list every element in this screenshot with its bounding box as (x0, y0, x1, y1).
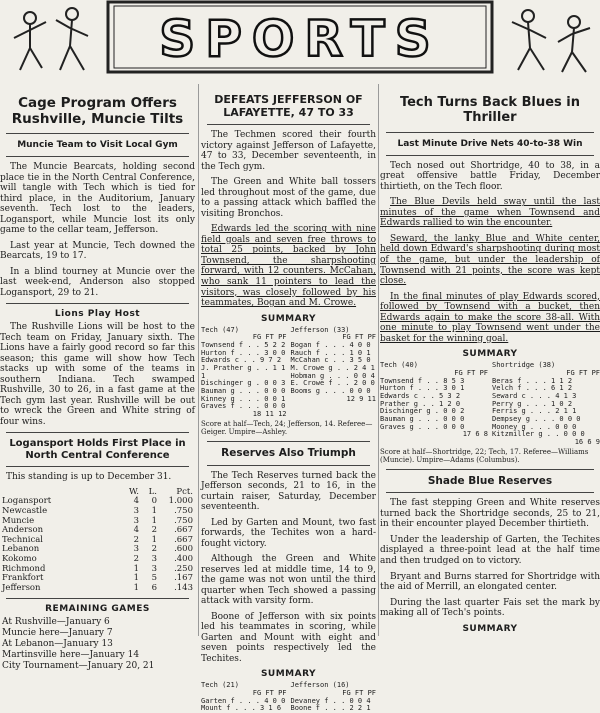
player-row: Graves g . . . 0 0 0 (380, 422, 465, 431)
standing-pct: .400 (174, 554, 193, 565)
game-item: City Tournament—January 20, 21 (2, 660, 155, 671)
paragraph: In a blind tourney at Muncie over the last week-end, Anderson also stopped Logansport, 29 to 21. (0, 266, 195, 298)
box-total: 12 9 11 (346, 394, 376, 403)
box-cols: FG FT PF (342, 333, 376, 342)
team-name: Tech (40) (380, 361, 418, 370)
box-score-reserves (201, 682, 376, 713)
standing-losses: 0 (151, 496, 157, 507)
paragraph: Led by Garten and Mount, two fast forwards, the Techites won a hard-fought victory. (201, 517, 376, 549)
paragraph: In the final minutes of play Edwards scored, followed by Townsend with a bucket, then Edwards again to make the score 38-all. With one minute to play Townsend went under the basket for the winning goal. (380, 291, 600, 344)
box-right (492, 362, 600, 447)
divider (6, 156, 189, 157)
banner-title: SPORTS (159, 10, 441, 68)
box-rows (291, 698, 377, 713)
box-rows (291, 342, 377, 396)
sports-banner (0, 0, 600, 80)
box-left (201, 327, 287, 419)
player-row: Velch f . . . 6 1 2 (492, 384, 573, 393)
box-left (201, 682, 287, 713)
player-row: Booms g . . . 0 0 0 (290, 387, 371, 396)
divider (6, 598, 189, 599)
standing-team: Logansport (2, 496, 52, 507)
box-total: 17 6 8 (462, 430, 488, 439)
summary-head: SUMMARY (260, 669, 317, 680)
player-row: Mount f . . . 3 1 6 (201, 704, 282, 713)
paragraph: The fast stepping Green and White reserves turned back the Shortridge seconds, 25 to 21, in their encounter played December thirtieth. (380, 498, 600, 530)
player-row: Kinney g . . . 0 0 1 (201, 394, 286, 403)
player-row: Dempsey g . . . 0 0 0 (492, 414, 581, 423)
player-row: Hurton f . . . 3 0 0 (201, 348, 286, 357)
column-left (0, 82, 195, 671)
paragraph: Boone of Jefferson with six points led his teammates in scoring, while Garten and Mount with eight and seven points respectively led the Techites. (201, 611, 376, 664)
paragraph: Bryant and Burns starred for Shortridge with the aid of Merrill, an elongated center. (380, 571, 600, 593)
box-total: 16 6 9 (574, 438, 600, 446)
standing-team: Anderson (2, 525, 44, 536)
player-row: Seward c . . . 4 1 3 (492, 391, 577, 400)
divider (386, 469, 594, 470)
game-item: At Lebanon—January 13 (2, 639, 113, 650)
reserves-head: Reserves Also Triumph (221, 447, 356, 460)
standing-team: Lebanon (2, 544, 40, 555)
box-cols: FG FT PF (342, 688, 376, 697)
standing-pct: .667 (174, 534, 193, 545)
standing-losses: 1 (151, 506, 157, 517)
player-row: Mooney g . . . 0 0 0 (492, 422, 577, 431)
player-row: Boone f . . . 2 2 1 (290, 704, 371, 713)
player-row: Bauman g . . . 0 0 0 (380, 414, 465, 423)
player-row: Graves f . . . 0 0 0 (201, 402, 286, 411)
team-name: Shortridge (38) (492, 361, 556, 370)
column-rule (378, 84, 379, 636)
player-row: Rauch f . . . 1 0 1 (290, 348, 371, 357)
box-total: 18 11 12 (252, 410, 287, 419)
standing-wins: 1 (133, 563, 139, 574)
player-row: Prather g . . 1 2 0 (380, 399, 461, 408)
box-right (291, 327, 377, 419)
paragraph: During the last quarter Fais set the mark by making all of Tech's points. (380, 597, 600, 619)
box-cols: FG FT PF (252, 688, 287, 697)
box-cols: FG FT PF (454, 368, 488, 377)
divider (207, 465, 370, 466)
player-row: E. Crowe f . . 2 0 0 (290, 379, 375, 388)
box-right (291, 682, 377, 713)
paragraph: Although the Green and White reserves led at middle time, 14 to 9, the game was not won until the third quarter when Tech showed a passing attack with varsity form. (201, 554, 376, 607)
standing-head: Logansport Holds First Place in North Central Conference (9, 438, 186, 461)
box-rows (380, 378, 488, 432)
standing-losses: 3 (151, 563, 157, 574)
summary-head: SUMMARY (462, 349, 518, 360)
team-name: Tech (21) (201, 681, 239, 690)
player-row: Beras f . . . 1 1 2 (492, 376, 573, 385)
standing-pct: .600 (174, 544, 193, 555)
col-l: L. (148, 486, 157, 497)
headline-cage-program: Cage Program Offers Rushville, Muncie Tilts (11, 95, 184, 127)
paragraph: The Techmen scored their fourth victory against Jefferson of Lafayette, 47 to 33, December seventeenth, in the Tech gym. (201, 130, 376, 172)
box-left (380, 362, 488, 447)
player-row: Dischinger g . 0 0 3 (201, 379, 286, 388)
paragraph: Under the leadership of Garten, the Techites displayed a three-point lead at the half time and then trudged on to victory. (380, 534, 600, 566)
standing-losses: 3 (151, 554, 157, 565)
standing-wins: 3 (133, 544, 139, 555)
divider (386, 492, 594, 493)
paragraph: The Muncie Bearcats, holding second place tie in the North Central Conference, will tangle with Tech which is tied for third place, in the Auditorium, January seventh. Tech lost to the leaders, Logansport, while Muncie lost its only game to the cellar team, Jefferson. (0, 162, 195, 236)
divider (6, 466, 189, 467)
standing-team: Frankfort (2, 573, 44, 584)
standing-team: Newcastle (2, 506, 48, 517)
player-row: Edwards c . . 9 7 2 (201, 356, 282, 365)
player-row: Townsend f . . 8 5 3 (380, 376, 465, 385)
summary-head: SUMMARY (462, 623, 518, 634)
standing-losses: 1 (151, 515, 157, 526)
games-head: REMAINING GAMES (45, 604, 150, 615)
player-row: Bauman g . . . 0 0 0 (201, 387, 286, 396)
standing-team: Muncie (2, 515, 35, 526)
team-name: Tech (47) (201, 325, 239, 334)
col-w: W. (129, 486, 139, 497)
subhead-muncie: Muncie Team to Visit Local Gym (17, 140, 178, 151)
box-cols: FG FT PF (566, 368, 600, 377)
divider (386, 155, 594, 156)
player-row: Devaney f . . 0 0 4 (290, 696, 371, 705)
paragraph: The Tech Reserves turned back the Jefferson seconds, 21 to 16, in the curtain raiser, Saturday, December seventeenth. (201, 470, 376, 513)
box-rows (201, 342, 287, 411)
standing-losses: 6 (151, 582, 157, 593)
player-row: Hurton f . . . 3 0 1 (380, 384, 465, 393)
column-middle (201, 82, 376, 713)
standing-pct: .250 (174, 563, 193, 574)
player-row: Kitzmiller g . . 0 0 0 (492, 430, 585, 439)
standing-wins: 1 (133, 573, 139, 584)
team-name: Jefferson (33) (290, 325, 350, 334)
box-rows (201, 698, 287, 713)
divider (207, 124, 370, 125)
paragraph: Tech nosed out Shortridge, 40 to 38, in a great offensive battle Friday, December thirtieth, on the Tech floor. (380, 160, 600, 192)
player-row: Garten f . . . 4 0 0 (201, 696, 286, 705)
player-row: Ferris g . . . 2 1 1 (492, 407, 577, 416)
summary-head: SUMMARY (260, 313, 317, 324)
column-right (380, 82, 600, 636)
box-score-jefferson (201, 327, 376, 419)
player-row: Hobman g . . . 0 0 4 (290, 371, 375, 380)
paragraph: Edwards led the scoring with nine field goals and seven free throws to total 25 points, backed by John Townsend, the sharpshooting forward, with 12 counters. McCahan, who sank 11 pointers to lead the visitors, was closely followed by his teammates, Bogan and M. Crowe. (201, 224, 376, 309)
paragraph: The Green and White ball tossers led throughout most of the game, due to a passing attack which baffled the visiting Bronchos. (201, 177, 376, 219)
standing-losses: 5 (151, 573, 157, 584)
player-row: Townsend f . . 5 2 2 (201, 340, 286, 349)
standing-pct: .750 (174, 506, 193, 517)
paragraph: The Blue Devils held sway until the last minutes of the game when Townsend and Edwards rallied to win the encounter. (380, 197, 600, 229)
team-name: Jefferson (16) (290, 681, 350, 690)
divider (207, 441, 370, 442)
standing-wins: 3 (133, 515, 139, 526)
standings-row (0, 584, 195, 594)
player-row: Perry g . . . 1 0 2 (492, 399, 573, 408)
player-row: J. Prather g . . 1 1 1 (201, 363, 286, 380)
box-notes: Score at half—Tech, 24; Jefferson, 14. Referee—Geiger. Umpire—Ashley. (201, 419, 373, 436)
player-row: Dischinger g . 0 0 2 (380, 407, 465, 416)
lions-head: Lions Play Host (54, 309, 141, 320)
divider (6, 303, 189, 304)
paragraph: Last year at Muncie, Tech downed the Bearcats, 19 to 17. (0, 240, 195, 262)
player-row: Bogan f . . . 4 0 0 (290, 340, 371, 349)
player-row: M. Crowe g . . 2 4 1 (290, 363, 375, 372)
standing-pct: .167 (174, 573, 193, 584)
standing-pct: .750 (174, 515, 193, 526)
standing-wins: 2 (133, 534, 139, 545)
shade-reserves-head: Shade Blue Reserves (427, 475, 553, 488)
standing-wins: 4 (133, 525, 139, 536)
player-row: McCahan c . . 3 5 0 (290, 356, 371, 365)
column-rule (198, 84, 199, 636)
standing-wins: 2 (133, 554, 139, 565)
standing-losses: 1 (151, 534, 157, 545)
standing-wins: 4 (133, 496, 139, 507)
box-notes: Score at half—Shortridge, 22; Tech, 17. Referee—Williams (Muncie). Umpire—Adams (Columbus). (380, 447, 589, 464)
player-row: Edwards c . . 5 3 2 (380, 391, 461, 400)
standing-team: Richmond (2, 563, 46, 574)
box-cols: FG FT PF (252, 333, 287, 342)
subhead-last-minute: Last Minute Drive Nets 40-to-38 Win (397, 138, 583, 149)
standing-pct: .667 (174, 525, 193, 536)
divider (6, 133, 189, 134)
paragraph: Seward, the lanky Blue and White center, held down Edward's sharpshooting during most of the game, but under the leadership of Townsend with 21 points, the score was kept close. (380, 233, 600, 287)
standing-losses: 2 (151, 525, 157, 536)
headline-tech-turns-back: Tech Turns Back Blues in Thriller (399, 95, 581, 125)
game-item: At Rushville—January 6 (2, 617, 110, 628)
standing-wins: 1 (133, 582, 139, 593)
standing-team: Technical (2, 534, 44, 545)
divider (386, 132, 594, 133)
standing-note: This standing is up to December 31. (6, 472, 172, 483)
standing-wins: 3 (133, 506, 139, 517)
paragraph: The Rushville Lions will be host to the Tech team on Friday, January sixth. The Lions have a fairly good record so far this season; this game will show how Tech stacks up with some of the teams in southern Indiana. Tech swamped Rushville, 30 to 26, in a fast game at the Tech gym last year. Rushville will be out to wreck the Green and White string of four wins. (0, 322, 195, 427)
standing-team: Jefferson (2, 582, 41, 593)
divider (6, 432, 189, 433)
game-item: Muncie here—January 7 (2, 628, 113, 639)
standing-losses: 2 (151, 544, 157, 555)
col-pct: Pct. (176, 486, 193, 497)
box-rows (492, 378, 600, 440)
standing-pct: 1.000 (168, 496, 193, 507)
game-item: Martinsville here—January 14 (2, 649, 140, 660)
standing-pct: .143 (174, 582, 193, 593)
headline-defeats-jefferson: DEFEATS JEFFERSON OF LAFAYETTE, 47 TO 33 (214, 93, 363, 119)
standing-team: Kokomo (2, 554, 37, 565)
standings-table (0, 488, 195, 594)
games-list (0, 617, 195, 671)
box-score-shortridge (380, 362, 600, 447)
